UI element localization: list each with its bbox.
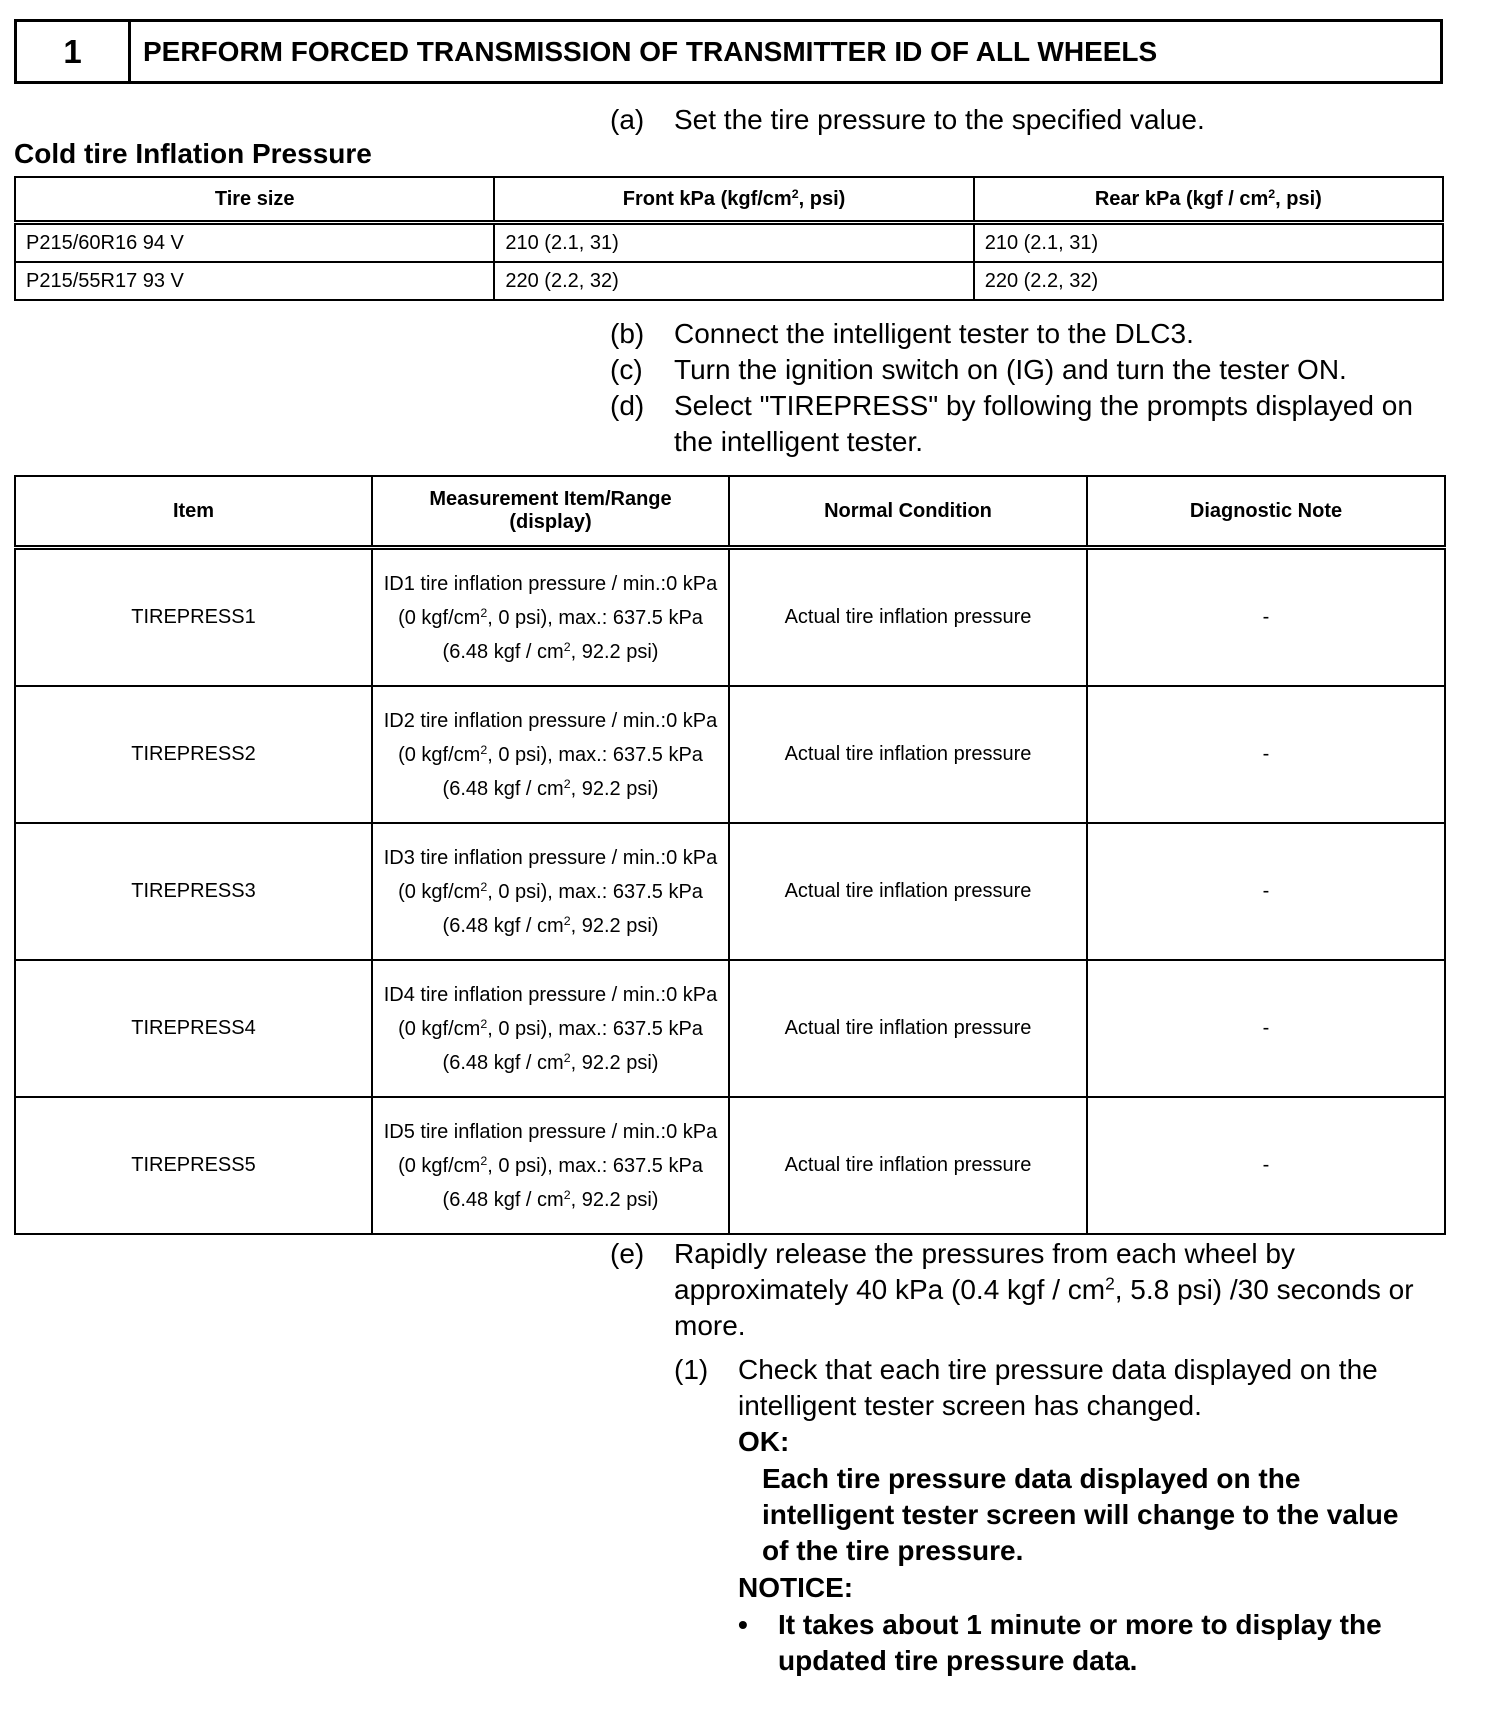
step-number: 1	[17, 22, 131, 81]
col-item: Item	[15, 476, 372, 548]
cell-note: -	[1087, 686, 1445, 823]
step-d-text: Select "TIREPRESS" by following the prompts displayed on the intelligent tester.	[674, 390, 1413, 457]
step-c-label: (c)	[610, 354, 643, 385]
cell-item: TIREPRESS5	[15, 1097, 372, 1234]
cell-size: P215/60R16 94 V	[15, 223, 494, 263]
table-row	[15, 262, 1443, 300]
cell-item: TIREPRESS2	[15, 686, 372, 823]
cell-front: 220 (2.2, 32)	[494, 262, 973, 300]
step-a-text: Set the tire pressure to the specified value.	[674, 104, 1205, 135]
table-row	[15, 1097, 1445, 1234]
cell-rear: 210 (2.1, 31)	[974, 223, 1443, 263]
table-row	[15, 823, 1445, 960]
cell-note: -	[1087, 1097, 1445, 1234]
cell-normal: Actual tire inflation pressure	[729, 960, 1087, 1097]
cell-note: -	[1087, 548, 1445, 687]
data-list-table	[14, 475, 1446, 1235]
col-rear: Rear kPa ($kgf / cm^2$, psi)	[974, 177, 1443, 223]
cell-item: TIREPRESS3	[15, 823, 372, 960]
cell-range: ID4 tire inflation pressure / min.:0 kPa (0 kgf/$cm^2$, 0 psi), max.: 637.5 kPa (6.48 kgf / $cm^2$, 92.2 psi)	[372, 960, 729, 1097]
cell-normal: Actual tire inflation pressure	[729, 548, 1087, 687]
step-b	[610, 316, 1450, 352]
cell-normal: Actual tire inflation pressure	[729, 686, 1087, 823]
notice-label: NOTICE:	[738, 1572, 854, 1603]
table-row	[15, 223, 1443, 263]
step-b-text: Connect the intelligent tester to the DLC3.	[674, 318, 1194, 349]
step-b-label: (b)	[610, 318, 645, 349]
notice-text: It takes about 1 minute or more to display the updated tire pressure data.	[778, 1609, 1382, 1676]
cell-front: 210 (2.1, 31)	[494, 223, 973, 263]
ok-text: Each tire pressure data displayed on the intelligent tester screen will change to the value of the tire pressure.	[762, 1463, 1399, 1566]
table-row	[15, 686, 1445, 823]
col-note: Diagnostic Note	[1087, 476, 1445, 548]
substep-1	[674, 1352, 1454, 1424]
substep-1-text: Check that each tire pressure data displayed on the intelligent tester screen has changed.	[738, 1354, 1378, 1421]
pressure-table-title: Cold tire Inflation Pressure	[14, 138, 372, 169]
step-a	[610, 102, 1450, 138]
cell-note: -	[1087, 960, 1445, 1097]
step-e-text: Rapidly release the pressures from each wheel by approximately 40 kPa (0.4 kgf / $cm^2$, 5.8 psi) /30 seconds or more.	[674, 1238, 1414, 1341]
step-e-label: (e)	[610, 1238, 645, 1269]
cell-item: TIREPRESS1	[15, 548, 372, 687]
step-c	[610, 352, 1450, 388]
col-measurement: Measurement Item/Range (display)	[372, 476, 729, 548]
cell-range: ID3 tire inflation pressure / min.:0 kPa (0 kgf/$cm^2$, 0 psi), max.: 637.5 kPa (6.48 kgf / $cm^2$, 92.2 psi)	[372, 823, 729, 960]
substep-1-label: (1)	[674, 1354, 709, 1385]
table-row	[15, 548, 1445, 687]
step-c-text: Turn the ignition switch on (IG) and turn the tester ON.	[674, 354, 1347, 385]
col-front: Front kPa ($kgf/cm^2$, psi)	[494, 177, 973, 223]
cell-range: ID1 tire inflation pressure / min.:0 kPa (0 kgf/$cm^2$, 0 psi), max.: 637.5 kPa (6.48 kgf / $cm^2$, 92.2 psi)	[372, 548, 729, 687]
step-d	[610, 388, 1450, 460]
cell-rear: 220 (2.2, 32)	[974, 262, 1443, 300]
procedure-header	[14, 19, 1443, 84]
cell-normal: Actual tire inflation pressure	[729, 823, 1087, 960]
table-header-row	[15, 177, 1443, 223]
cell-note: -	[1087, 823, 1445, 960]
table-header-row	[15, 476, 1445, 548]
cold-tire-pressure-table	[14, 176, 1444, 301]
table-row	[15, 960, 1445, 1097]
cell-size: P215/55R17 93 V	[15, 262, 494, 300]
cell-item: TIREPRESS4	[15, 960, 372, 1097]
notice-bullet-item	[738, 1607, 1458, 1679]
bullet-icon: •	[738, 1609, 748, 1640]
col-normal: Normal Condition	[729, 476, 1087, 548]
ok-label: OK:	[738, 1426, 790, 1457]
cell-range: ID5 tire inflation pressure / min.:0 kPa (0 kgf/$cm^2$, 0 psi), max.: 637.5 kPa (6.48 kgf / $cm^2$, 92.2 psi)	[372, 1097, 729, 1234]
cell-range: ID2 tire inflation pressure / min.:0 kPa (0 kgf/$cm^2$, 0 psi), max.: 637.5 kPa (6.48 kgf / $cm^2$, 92.2 psi)	[372, 686, 729, 823]
step-e	[610, 1236, 1450, 1344]
step-a-label: (a)	[610, 104, 645, 135]
col-tire-size: Tire size	[15, 177, 494, 223]
step-d-label: (d)	[610, 390, 645, 421]
step-title: PERFORM FORCED TRANSMISSION OF TRANSMITTER ID OF ALL WHEELS	[143, 35, 1158, 67]
cell-normal: Actual tire inflation pressure	[729, 1097, 1087, 1234]
